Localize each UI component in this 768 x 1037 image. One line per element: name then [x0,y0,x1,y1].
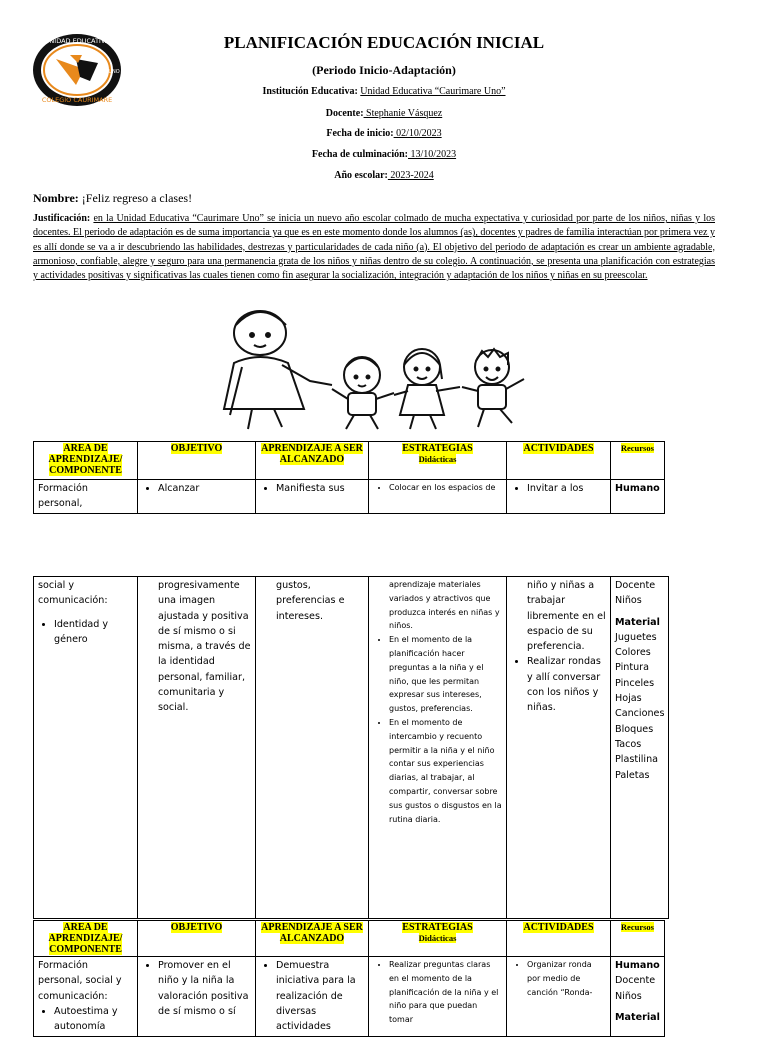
table-row [34,480,665,514]
header-recursos: Recursos [611,921,665,957]
cell-recursos: Humano Docente Niños Material [611,957,665,1037]
field-fecha-inicio: Fecha de inicio: 02/10/2023 [326,128,442,139]
nombre-line: Nombre: ¡Feliz regreso a clases! [33,191,193,205]
planning-table-3 [33,920,665,1037]
table-header-row [34,442,665,480]
justificacion-paragraph: Justificación: en la Unidad Educativa “Caurimare Uno” se inicia un nuevo año escolar colmado de mucha expectativa y curiosidad por parte de los niños, niñas y los docentes. El periodo de adaptación es de suma importancia ya que es en este momento donde los alumnos (as), docentes y padres de familia interactúan por primera vez y es allí donde se va a ir descubriendo las habilidades, destrezas y particularidades de cada niño (a). El objetivo del periodo de adaptación es crear un ambiente agradable, armonioso, confiable, alegre y seguro para una permanencia grata de los niños y niñas dentro de su colegio. A continuación, se presenta una planificación con estrategias y actividades positivas y significativas las cuales tienen como fin asegurar la socialización, integración y adaptación de los niños y niñas en su preescolar. [33,213,715,282]
header-estrategias: ESTRATEGIAS Didácticas [369,921,507,957]
cell-recursos: Docente Niños Material Juguetes Colores Pintura Pinceles Hojas Canciones Bloques Tacos Plastilina Paletas [611,577,669,919]
logo-ring-side: UNO [108,69,120,75]
logo-ring-bottom: COLEGIO CAURIMARE [41,96,113,104]
header-estrategias: ESTRATEGIAS Didácticas [369,442,507,480]
table-header-row [34,921,665,957]
cell-estrategia: • Colocar en los espacios de [369,480,507,514]
header-area: AREA DE APRENDIZAJE/ COMPONENTE [34,442,138,480]
cell-area: Formación personal, social y comunicación: • Autoestima y autonomía [34,957,138,1037]
teacher-children-illustration [212,305,544,433]
header-area: AREA DE APRENDIZAJE/ COMPONENTE [34,921,138,957]
cell-estrategias: aprendizaje materiales variados y atractivos que produzca interés en niñas y niños. • En el momento de la planificación hacer preguntas a la niña y el niño, que les permitan expresar sus intereses, gustos, preferencias. • En el momento de intercambio y recuento permitir a la niña y el niño contar sus experiencias diarias, al trabajar, al compartir, conversar sobre sus gustos o disgustos en la rutina diaria. [369,577,507,919]
cell-estrategia: • Realizar preguntas claras en el momento de la planificación de la niña y el niño para que puedan tomar [369,957,507,1037]
cell-actividad: • Organizar ronda por medio de canción “Ronda- [507,957,611,1037]
cell-objetivo: progresivamente una imagen ajustada y positiva de sí mismo o si misma, a través de la identidad personal, familiar, comunitaria y social. [138,577,256,919]
header-aprendizaje: APRENDIZAJE A SER ALCANZADO [256,921,369,957]
header-actividades: ACTIVIDADES [507,921,611,957]
page-title: PLANIFICACIÓN EDUCACIÓN INICIAL [223,33,545,52]
table-row [34,957,665,1037]
logo-ring-top: UNIDAD EDUCATIVA [44,37,110,45]
field-fecha-culminacion: Fecha de culminación: 13/10/2023 [311,149,457,160]
header-objetivo: OBJETIVO [138,442,256,480]
header-recursos: Recursos [611,442,665,480]
cell-area: Formación personal, [34,480,138,514]
header-objetivo: OBJETIVO [138,921,256,957]
table-row [34,577,669,919]
cell-aprendizaje: gustos, preferencias e intereses. [256,577,369,919]
field-docente: Docente: Stephanie Vásquez [325,108,443,119]
cell-actividad: • Invitar a los [507,480,611,514]
header-actividades: ACTIVIDADES [507,442,611,480]
planning-table-2 [33,576,669,919]
cell-area: social y comunicación: • Identidad y género [34,577,138,919]
planning-table-1 [33,441,665,514]
page-subtitle: (Periodo Inicio-Adaptación) [312,63,456,77]
cell-recurso: Humano [611,480,665,514]
cell-aprendizaje: • Manifiesta sus [256,480,369,514]
cell-aprendizaje: • Demuestra iniciativa para la realización de diversas actividades [256,957,369,1037]
cell-objetivo: • Alcanzar [138,480,256,514]
header-aprendizaje: APRENDIZAJE A SER ALCANZADO [256,442,369,480]
field-ano-escolar: Año escolar: 2023-2024 [334,170,434,181]
field-institucion: Institución Educativa: Unidad Educativa “Caurimare Uno” [262,86,506,97]
cell-actividades: niño y niñas a trabajar libremente en el espacio de su preferencia. • Realizar rondas y allí conversar con los niños y niñas. [507,577,611,919]
cell-objetivo: • Promover en el niño y la niña la valoración positiva de sí mismo o sí [138,957,256,1037]
